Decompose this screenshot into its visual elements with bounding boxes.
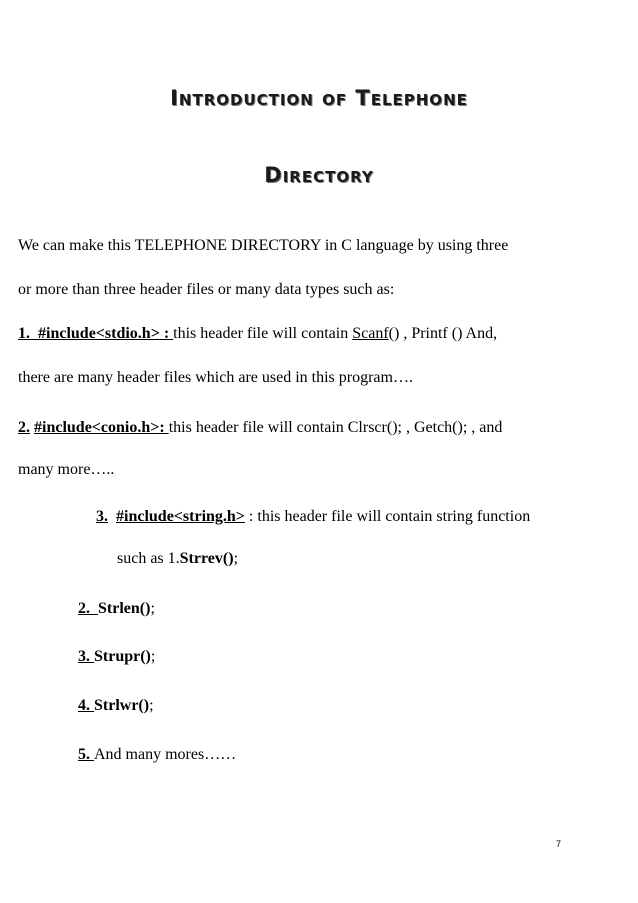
function-name: Strupr() xyxy=(94,648,151,665)
function-item xyxy=(78,647,155,667)
strrev-function: Strrev() xyxy=(179,550,234,567)
function-number: 2. xyxy=(78,600,90,617)
item-1-colon: : xyxy=(159,325,170,342)
item-2-number: 2. xyxy=(18,419,30,436)
item-1-text-after: () , Printf () And, xyxy=(388,325,498,342)
last-item-text: And many mores…… xyxy=(94,746,237,763)
item-1-line-1 xyxy=(18,324,497,344)
item-3-gap xyxy=(108,508,116,525)
item-3-number: 3. xyxy=(96,508,108,525)
item-2-header: #include<conio.h>: xyxy=(34,419,165,436)
last-item-number: 5. xyxy=(78,746,90,763)
intro-line-1: We can make this TELEPHONE DIRECTORY in C language by using three xyxy=(18,237,509,254)
last-item xyxy=(78,745,236,765)
item-1-header: #include<stdio.h> xyxy=(38,325,160,342)
item-1-scanf: Scanf xyxy=(352,325,389,342)
item-1-gap xyxy=(30,325,38,342)
function-item xyxy=(78,599,155,619)
item-3-line-1 xyxy=(96,507,530,527)
item-2-line-2: many more….. xyxy=(18,461,115,478)
item-3-prefix: such as 1. xyxy=(117,550,180,567)
function-name: Strlen() xyxy=(98,600,151,617)
page-number: 7 xyxy=(556,839,562,849)
item-1-line-2: there are many header files which are used in this program…. xyxy=(18,369,413,386)
page-title-line-2: Directory xyxy=(264,163,374,187)
item-3-text: : this header file will contain string function xyxy=(244,508,531,525)
item-3-line-2 xyxy=(117,549,238,569)
function-suffix: ; xyxy=(150,600,155,617)
item-1-number: 1. xyxy=(18,325,30,342)
function-item xyxy=(78,696,154,716)
function-gap xyxy=(90,600,98,617)
function-name: Strlwr() xyxy=(94,697,150,714)
function-number: 3. xyxy=(78,648,90,665)
function-suffix: ; xyxy=(150,648,156,665)
function-number: 4. xyxy=(78,697,90,714)
item-3-suffix: ; xyxy=(233,550,239,567)
page-title-line-1: Introduction of Telephone xyxy=(170,86,468,110)
function-suffix: ; xyxy=(149,697,154,714)
item-2-line-1 xyxy=(18,418,502,438)
item-1-text: this header file will contain xyxy=(173,325,353,342)
intro-line-2: or more than three header files or many data types such as: xyxy=(18,281,395,298)
item-2-text: this header file will contain Clrscr(); , Getch(); , and xyxy=(168,419,503,436)
item-3-header: #include<string.h> xyxy=(116,508,245,525)
